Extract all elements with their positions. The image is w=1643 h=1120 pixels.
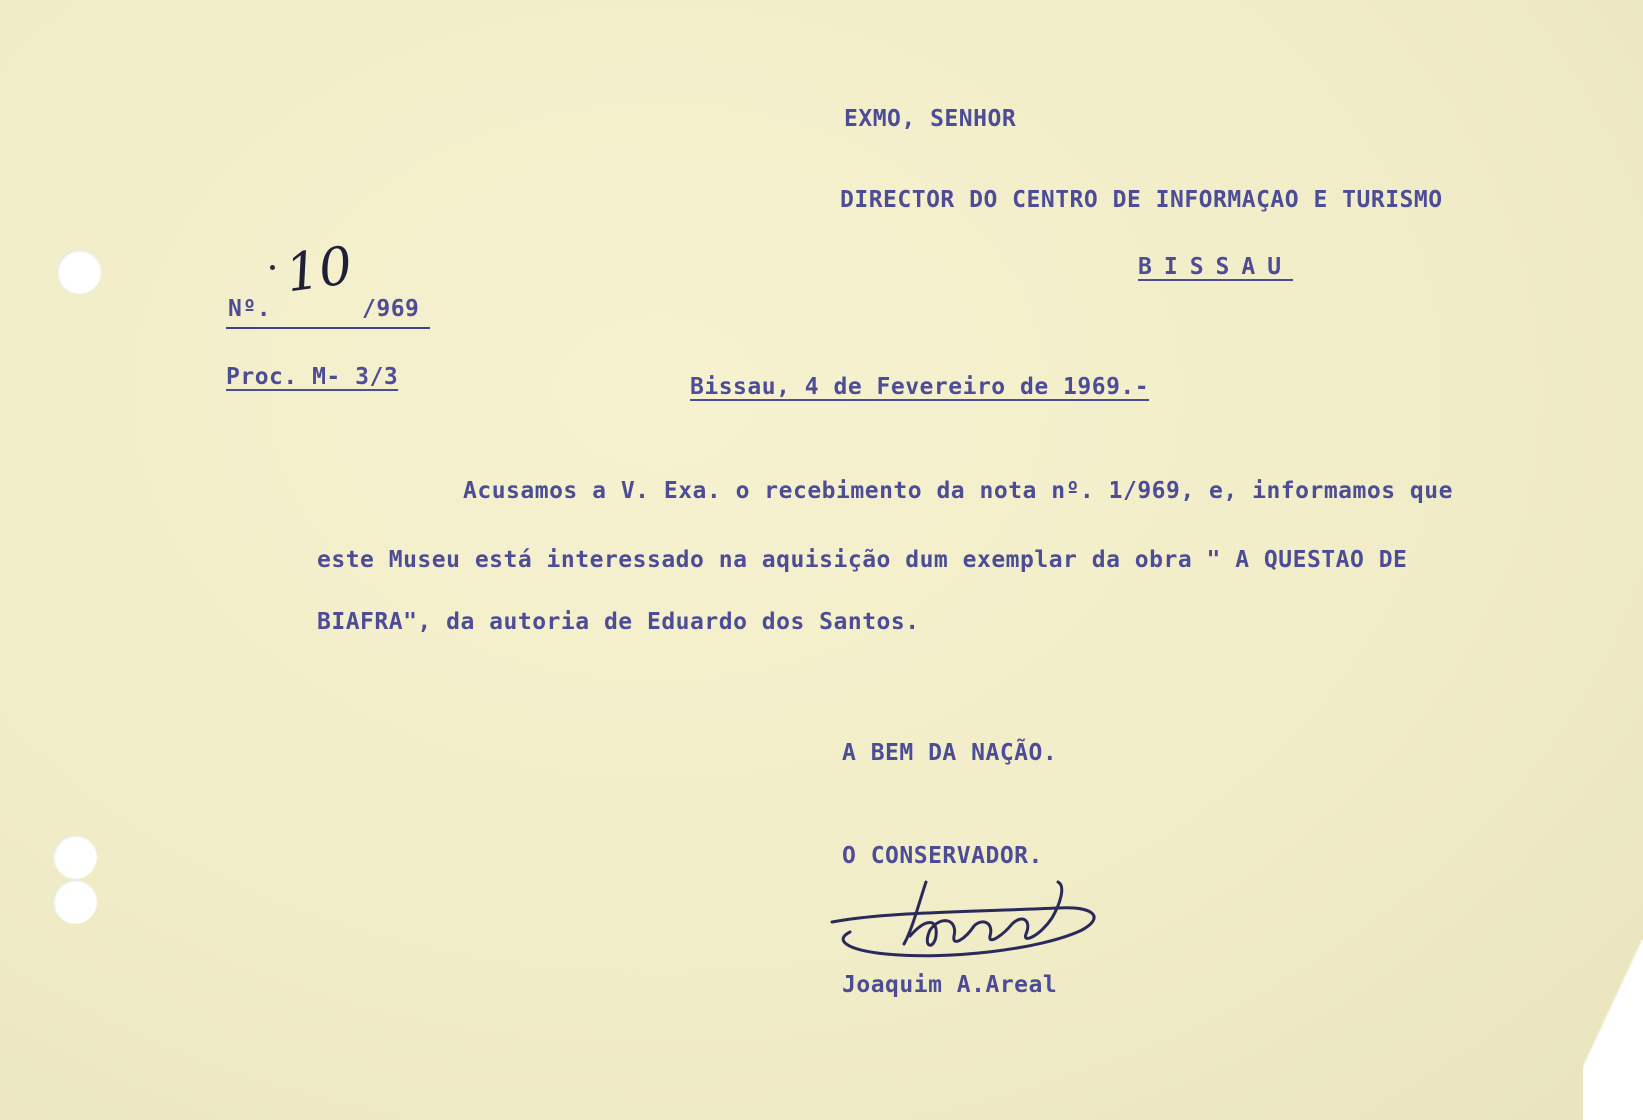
closing-role: O CONSERVADOR. — [842, 843, 1043, 869]
reference-process: Proc. M- 3/3 — [226, 364, 399, 390]
ink-dot — [270, 265, 275, 270]
date-line: Bissau, 4 de Fevereiro de 1969.- — [690, 374, 1150, 400]
reference-number-underline — [226, 327, 430, 329]
recipient-salutation: EXMO, SENHOR — [844, 106, 1017, 132]
reference-number-suffix: /969 — [362, 296, 420, 322]
body-line-3: BIAFRA", da autoria de Eduardo dos Santos. — [317, 609, 920, 635]
recipient-title: DIRECTOR DO CENTRO DE INFORMAÇAO E TURISMO — [840, 187, 1443, 213]
signature — [826, 878, 1116, 978]
body-line-1: Acusamos a V. Exa. o recebimento da nota nº. 1/969, e, informamos que — [463, 478, 1453, 504]
page-corner-fold — [1583, 940, 1643, 1120]
reference-number-prefix: Nº. — [228, 296, 272, 322]
reference-number-handwritten: 10 — [282, 235, 357, 305]
recipient-city: BISSAU — [1138, 254, 1294, 280]
punch-hole-bottom-upper — [53, 835, 97, 879]
punch-hole-top — [57, 250, 101, 294]
signer-name: Joaquim A.Areal — [842, 972, 1058, 998]
body-line-2: este Museu está interessado na aquisição dum exemplar da obra " A QUESTAO DE — [317, 547, 1408, 573]
punch-hole-bottom-lower — [53, 880, 97, 924]
closing-formula: A BEM DA NAÇÃO. — [842, 740, 1058, 766]
